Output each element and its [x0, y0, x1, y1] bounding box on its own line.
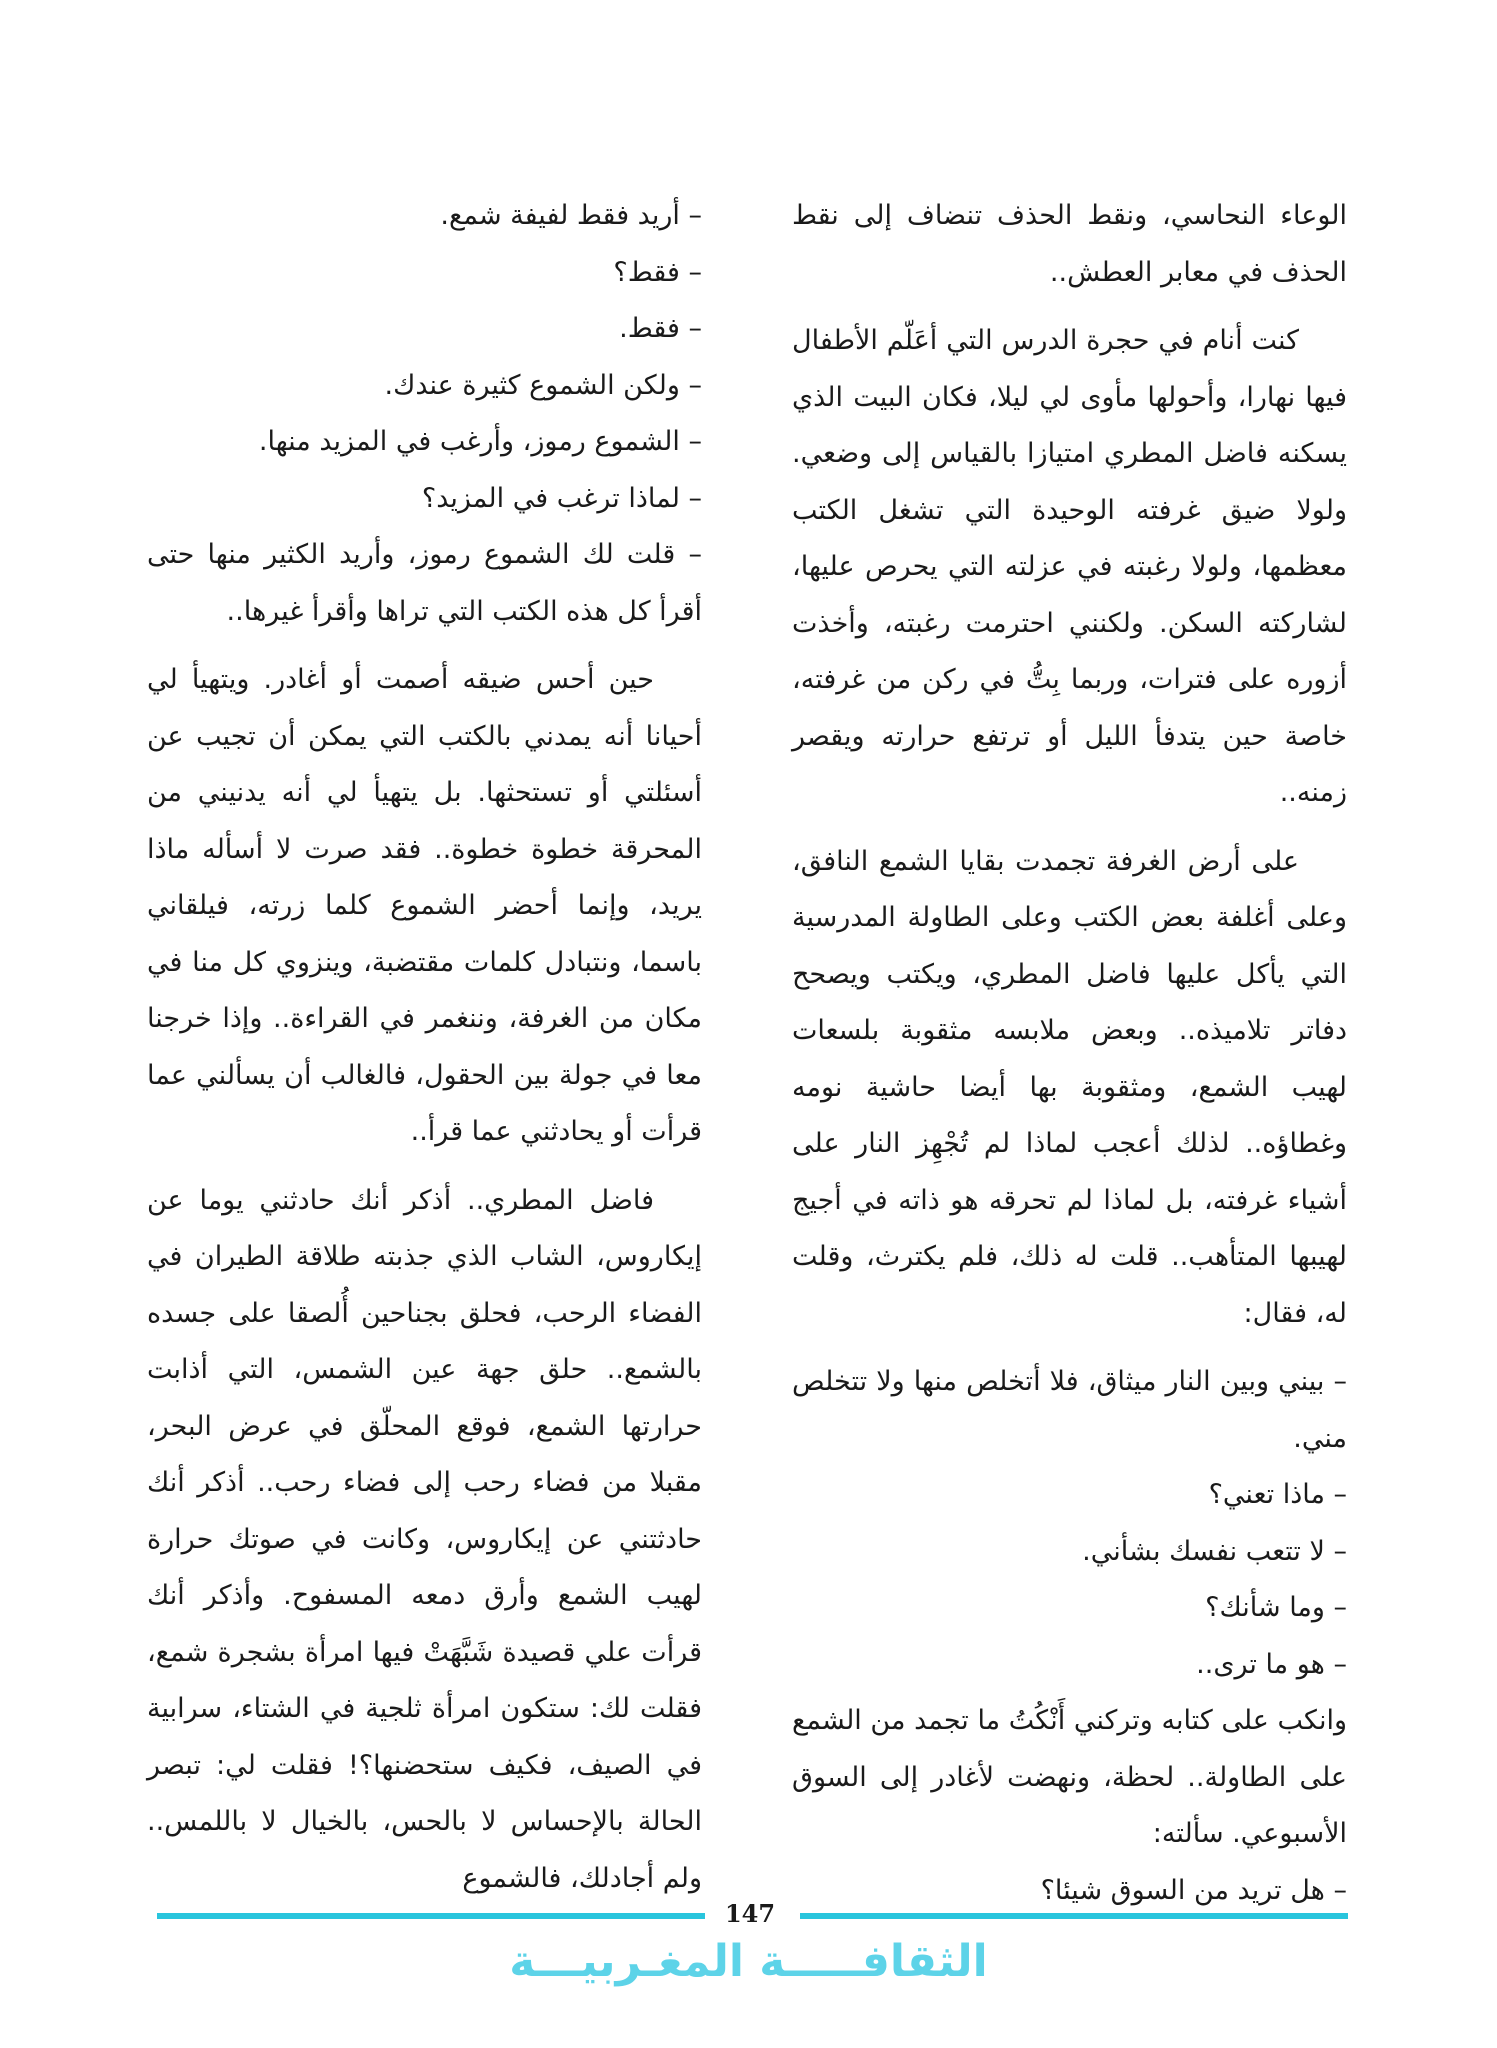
dialog-line: – الشموع رموز، وأرغب في المزيد منها. [258, 426, 702, 457]
paragraph: – قلت لك الشموع رموز، وأريد الكثير منها حتى أقرأ كل هذه الكتب التي تراها وأقرأ غيرها.. [147, 539, 702, 627]
dialog-line: – وما شأنك؟ [1205, 1592, 1347, 1623]
dialog-line: – لا تتعب نفسك بشأني. [1082, 1535, 1347, 1567]
right-text-column [792, 188, 1347, 1919]
paragraph: على أرض الغرفة تجمدت بقايا الشمع النافق، وعلى أغلفة بعض الكتب وعلى الطاولة المدرسية التي يأكل عليها فاضل المطري، ويكتب ويصحح دفاتر تلاميذه.. وبعض ملابسه مثقوبة بلسعات لهيب الشمع، ومثقوبة بها أيضا حاشية نومه وغطاؤه.. لذلك أعجب لماذا لم تُجْهِز النار على أشياء غرفته، بل لماذا لم تحرقه هو ذاته في أجيج لهيبها المتأهب.. قلت له ذلك، فلم يكترث، وقلت له، فقال: [792, 845, 1347, 1329]
dialog-line: – بيني وبين النار ميثاق، فلا أتخلص منها ولا تتخلص مني. [792, 1366, 1347, 1454]
dialog-line: وانكب على كتابه وتركني أَنْكُتُ ما تجمد من الشمع على الطاولة.. لحظة، ونهضت لأغادر إلى السوق الأسبوعي. سألته: [792, 1705, 1347, 1849]
dialog-line: – هل تريد من السوق شيئا؟ [1040, 1874, 1347, 1906]
dialog-line: – هو ما ترى.. [1196, 1648, 1347, 1680]
dialog-line: – ولكن الشموع كثيرة عندك. [384, 369, 702, 401]
footer-rule-left [157, 1913, 705, 1919]
dialog-line: – لماذا ترغب في المزيد؟ [421, 482, 702, 514]
footer-rule-right [800, 1913, 1348, 1919]
dialog-line: – فقط. [619, 313, 702, 344]
left-text-column [147, 188, 702, 1919]
page-number: 147 [724, 1899, 776, 1928]
paragraph: فاضل المطري.. أذكر أنك حادثني يوما عن إيكاروس، الشاب الذي جذبته طلاقة الطيران في الفضاء الرحب، فحلق بجناحين أُلصقا على جسده بالشمع.. حلق جهة عين الشمس، التي أذابت حرارتها الشمع، فوقع المحلّق في عرض البحر، مقبلا من فضاء رحب إلى فضاء رحب.. أذكر أنك حادثتني عن إيكاروس، وكانت في صوتك حرارة لهيب الشمع وأرق دمعه المسفوح. وأذكر أنك قرأت علي قصيدة شَبَّهَتْ فيها امرأة بشجرة شمع، فقلت لك: ستكون امرأة ثلجية في الشتاء، سرابية في الصيف، فكيف ستحضنها؟! فقلت لي: تبصر الحالة بالإحساس لا بالحس، بالخيال لا باللمس.. ولم أجادلك، فالشموع [147, 1184, 702, 1894]
paragraph: كنت أنام في حجرة الدرس التي أعَلّم الأطفال فيها نهارا، وأحولها مأوى لي ليلا، فكان البيت الذي يسكنه فاضل المطري امتيازا بالقياس إلى وضعي. ولولا ضيق غرفته الوحيدة التي تشغل الكتب معظمها، ولولا رغبته في عزلته التي يحرص عليها، لشاركته السكن. ولكنني احترمت رغبته، وأخذت أزوره على فترات، وربما بِتُّ في ركن من غرفته، خاصة حين يتدفأ الليل أو ترتفع حرارته ويقصر زمنه.. [792, 325, 1347, 808]
magazine-title: الثقافـــــة المغـربيـــة [509, 1936, 988, 1987]
paragraph: حين أحس ضيقه أصمت أو أغادر. ويتهيأ لي أحيانا أنه يمدني بالكتب التي يمكن أن تجيب عن أسئلتي أو تستحثها. بل يتهيأ لي أنه يدنيني من المحرقة خطوة خطوة.. فقد صرت لا أسأله ماذا يريد، وإنما أحضر الشموع كلما زرته، فيلقاني باسما، ونتبادل كلمات مقتضبة، وينزوي كل منا في مكان من الغرفة، وننغمر في القراءة.. وإذا خرجنا معا في جولة بين الحقول، فالغالب أن يسألني عما قرأت أو يحادثني عما قرأ.. [147, 664, 702, 1147]
dialog-line: – فقط؟ [613, 256, 702, 288]
dialog-line: – ماذا تعني؟ [1208, 1479, 1347, 1510]
dialog-line: – أريد فقط لفيفة شمع. [440, 200, 702, 231]
paragraph: الوعاء النحاسي، ونقط الحذف تنضاف إلى نقط الحذف في معابر العطش.. [792, 200, 1347, 288]
